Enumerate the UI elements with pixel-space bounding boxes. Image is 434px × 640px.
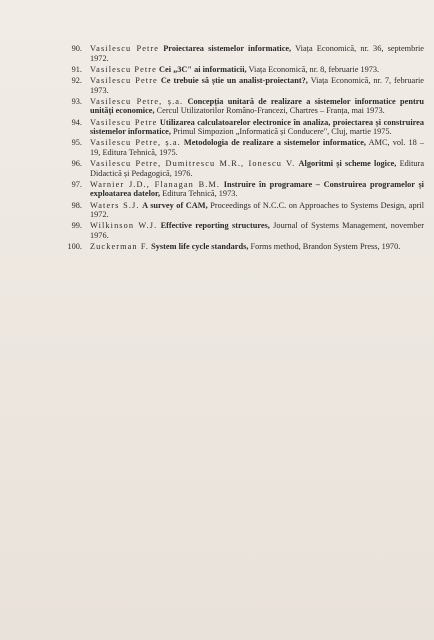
reference-number: 92.: [71, 75, 82, 85]
reference-item: [52, 242, 424, 252]
reference-item: [52, 44, 424, 63]
reference-source: AMC, vol. 18 – 19, Editura Tehnică, 1975.: [90, 138, 425, 157]
reference-title: Utilizarea calculatoarelor electronice în analiza, proiectarea și construirea sistemelor informatice,: [90, 117, 424, 137]
reference-item: [52, 221, 424, 240]
reference-list: [52, 44, 424, 253]
reference-number: 100.: [67, 242, 82, 252]
reference-title: System life cycle standards,: [151, 242, 249, 252]
reference-source: Forms method, Brandon System Press, 1970.: [248, 242, 401, 252]
reference-author: Zuckerman F.: [90, 242, 150, 252]
reference-source: Journal of Systems Management, november 1976.: [90, 221, 424, 241]
reference-source: Primul Simpozion „Informatică și Conducere", Cluj, martie 1975.: [170, 127, 392, 137]
reference-title: Instruire în programare – Construirea programelor și exploatarea datelor,: [90, 179, 424, 199]
reference-number: 94.: [71, 117, 82, 127]
reference-author: Vasilescu Petre: [90, 44, 160, 53]
reference-title: A survey of CAM,: [142, 200, 208, 210]
reference-source: Viața Economică, nr. 8, februarie 1973.: [246, 64, 380, 74]
reference-author: Vasilescu Petre, Dumitrescu M.R., Ionescu V.: [90, 159, 296, 169]
reference-author: Vasilescu Petre, ș.a.: [90, 96, 184, 106]
reference-title: Metodologia de realizare a sistemelor informatice,: [183, 138, 366, 148]
reference-title: Ce trebuie să știe un analist-proiectant?,: [160, 75, 308, 85]
reference-source: Viața Economică, nr. 36, septembrie 1972.: [90, 44, 424, 63]
reference-number: 93.: [71, 96, 82, 106]
reference-number: 98.: [71, 200, 82, 210]
reference-item: [52, 159, 424, 178]
reference-item: [52, 76, 424, 95]
reference-number: 97.: [71, 179, 82, 189]
reference-author: Vasilescu Petre, ș.a.: [90, 138, 181, 148]
reference-author: Waters S.J.: [90, 200, 140, 210]
reference-source: Viața Economică, nr. 7, februarie 1973.: [90, 75, 424, 95]
reference-author: Vasilescu Petre: [90, 75, 158, 85]
reference-source: Cercul Utilizatorilor Româno-Francezi, Chartres – Franța, mai 1973.: [154, 106, 385, 116]
reference-item: [52, 118, 424, 137]
reference-author: Wilkinson W.J.: [90, 221, 158, 231]
reference-number: 91.: [71, 64, 82, 74]
reference-author: Vasilescu Petre: [90, 117, 158, 127]
reference-item: [52, 180, 424, 199]
reference-source: Editura Tehnică, 1973.: [160, 189, 238, 199]
reference-title: Effective reporting structures,: [160, 221, 270, 231]
reference-title: Algoritmi și scheme logice,: [298, 159, 397, 169]
reference-author: Warnier J.D., Flanagan B.M.: [90, 179, 221, 189]
reference-source: Editura Didactică și Pedagogică, 1976.: [90, 159, 425, 178]
reference-author: Vasilescu Petre: [90, 64, 157, 74]
reference-number: 95.: [71, 138, 82, 148]
reference-number: 90.: [71, 44, 82, 53]
reference-number: 99.: [71, 221, 82, 231]
reference-title: Cei „3C" ai informaticii,: [159, 64, 247, 74]
reference-item: [52, 65, 424, 75]
reference-item: [52, 138, 424, 157]
reference-title: Proiectarea sistemelor informatice,: [163, 44, 292, 53]
reference-item: [52, 201, 424, 220]
reference-source: Proceedings of N.C.C. on Approaches to Systems Design, april 1972.: [90, 200, 425, 220]
reference-title: Concepția unitară de realizare a sistemelor informatice pentru unități economice,: [90, 96, 424, 116]
reference-number: 96.: [71, 159, 82, 169]
reference-item: [52, 97, 424, 116]
